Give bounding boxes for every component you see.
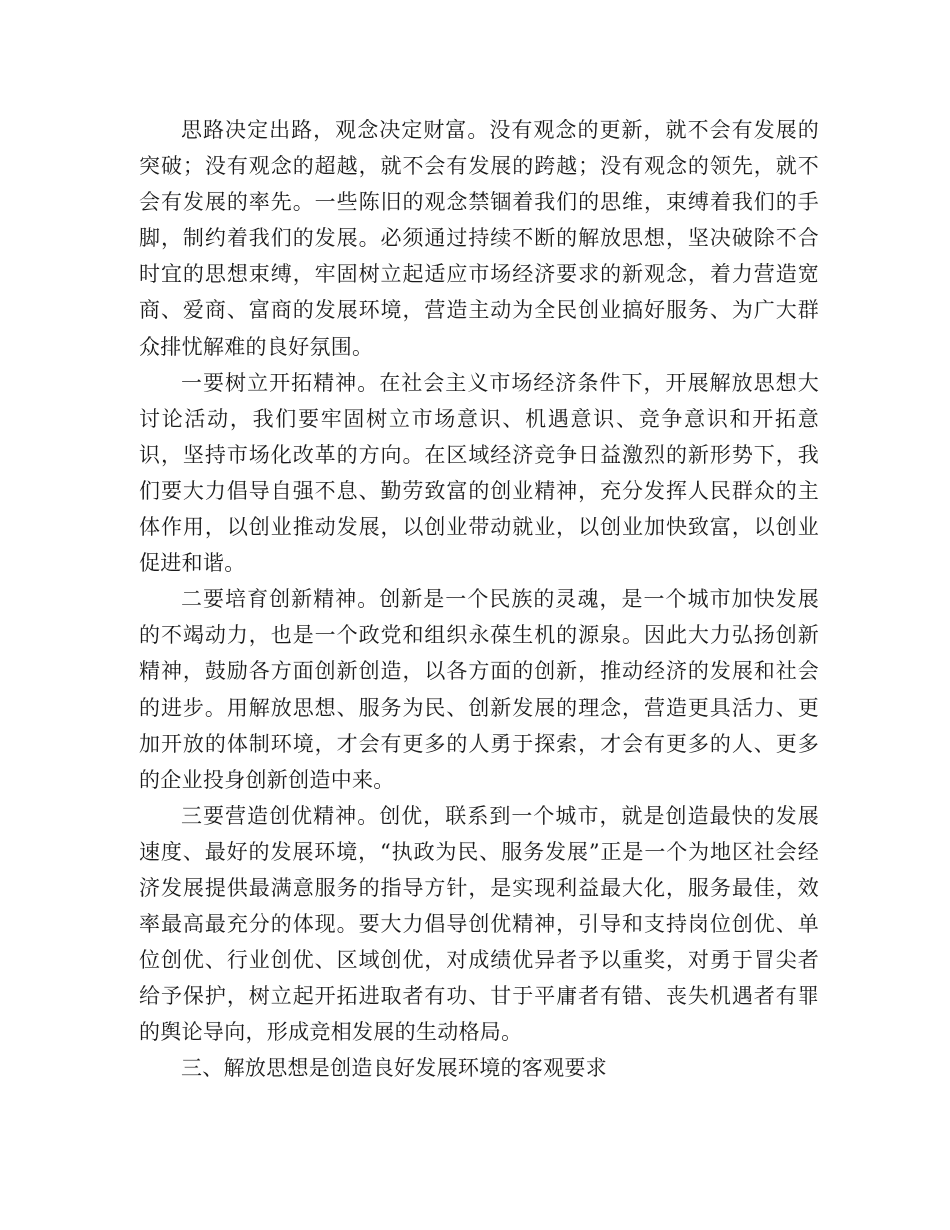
paragraph-innovation-spirit: 二要培育创新精神。创新是一个民族的灵魂，是一个城市加快发展的不竭动力，也是一个政党和组织永葆生机的源泉。因此大力弘扬创新精神，鼓励各方面创新创造，以各方面的创新，推动经济的发展和社会的进步。用解放思想、服务为民、创新发展的理念，营造更具活力、更加开放的体制环境，才会有更多的人勇于探索，才会有更多的人、更多的企业投身创新创造中来。 (139, 587, 819, 792)
paragraph-pioneering-spirit: 一要树立开拓精神。在社会主义市场经济条件下，开展解放思想大讨论活动，我们要牢固树立市场意识、机遇意识、竞争意识和开拓意识，坚持市场化改革的方向。在区域经济竞争日益激烈的新形势下，我们要大力倡导自强不息、勤劳致富的创业精神，充分发挥人民群众的主体作用，以创业推动发展，以创业带动就业，以创业加快致富，以创业促进和谐。 (139, 370, 819, 576)
document-body (139, 112, 819, 1087)
paragraph-excellence-spirit: 三要营造创优精神。创优，联系到一个城市，就是创造最快的发展速度、最好的发展环境，“执政为民、服务发展”正是一个为地区社会经济发展提供最满意服务的指导方针，是实现利益最大化，服务最佳，效率最高最充分的体现。要大力倡导创优精神，引导和支持岗位创优、单位创优、行业创优、区域创优，对成绩优异者予以重奖，对勇于冒尖者给予保护，树立起开拓进取者有功、甘于平庸者有错、丧失机遇者有罪的舆论导向，形成竞相发展的生动格局。 (139, 803, 819, 1045)
section-heading: 三、解放思想是创造良好发展环境的客观要求 (181, 1056, 607, 1081)
paragraph-intro: 思路决定出路，观念决定财富。没有观念的更新，就不会有发展的突破；没有观念的超越，就不会有发展的跨越；没有观念的领先，就不会有发展的率先。一些陈旧的观念禁锢着我们的思维，束缚着我们的手脚，制约着我们的发展。必须通过持续不断的解放思想，坚决破除不合时宜的思想束缚，牢固树立起适应市场经济要求的新观念，着力营造宽商、爱商、富商的发展环境，营造主动为全民创业搞好服务、为广大群众排忧解难的良好氛围。 (139, 118, 819, 359)
